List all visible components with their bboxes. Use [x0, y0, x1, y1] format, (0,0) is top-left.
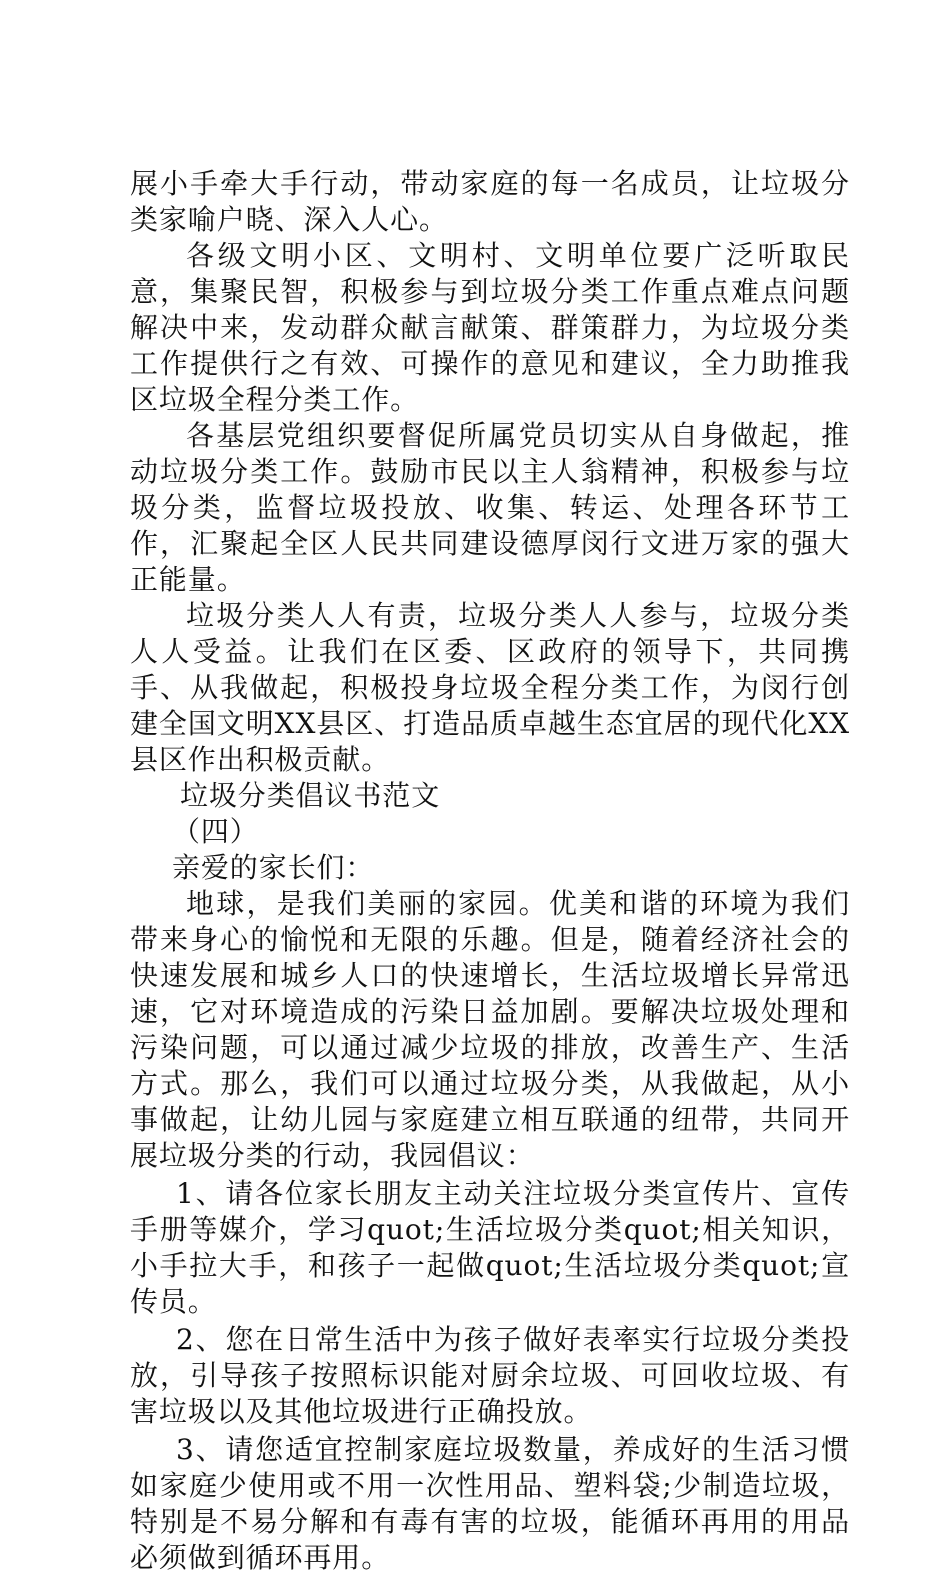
paragraph-everyone-responsible: 垃圾分类人人有责，垃圾分类人人参与，垃圾分类人人受益。让我们在区委、区政府的领导下，共同携手、从我做起，积极投身垃圾全程分类工作，为闵行创建全国文明XX县区、打造品质卓越生态宜居的现代化XX县区作出积极贡献。	[130, 599, 850, 776]
paragraph-earth-home: 地球，是我们美丽的家园。优美和谐的环境为我们带来身心的愉悦和无限的乐趣。但是，随着经济社会的快速发展和城乡人口的快速增长，生活垃圾增长异常迅速，它对环境造成的污染日益加剧。要解决垃圾处理和污染问题，可以通过减少垃圾的排放，改善生产、生活方式。那么，我们可以通过垃圾分类，从我做起，从小事做起，让幼儿园与家庭建立相互联通的纽带，共同开展垃圾分类的行动，我园倡议：	[130, 887, 850, 1172]
section-number: （四）	[172, 815, 259, 848]
paragraph-civilized-units: 各级文明小区、文明村、文明单位要广泛听取民意，集聚民智，积极参与到垃圾分类工作重点难点问题解决中来，发动群众献言献策、群策群力，为垃圾分类工作提供行之有效、可操作的意见和建议，全力助推我区垃圾全程分类工作。	[130, 239, 850, 416]
proposal-item-2: 2、您在日常生活中为孩子做好表率实行垃圾分类投放，引导孩子按照标识能对厨余垃圾、可回收垃圾、有害垃圾以及其他垃圾进行正确投放。	[130, 1323, 850, 1428]
section-title: 垃圾分类倡议书范文	[180, 779, 441, 812]
proposal-item-3: 3、请您适宜控制家庭垃圾数量，养成好的生活习惯如家庭少使用或不用一次性用品、塑料袋;少制造垃圾，特别是不易分解和有毒有害的垃圾，能循环再用的用品必须做到循环再用。	[130, 1433, 850, 1574]
salutation: 亲爱的家长们：	[172, 851, 375, 884]
document-body	[130, 166, 850, 1576]
proposal-item-1: 1、请各位家长朋友主动关注垃圾分类宣传片、宣传手册等媒介，学习quot;生活垃圾分类quot;相关知识，小手拉大手，和孩子一起做quot;生活垃圾分类quot;宣传员。	[130, 1177, 850, 1318]
paragraph-party-organizations: 各基层党组织要督促所属党员切实从自身做起，推动垃圾分类工作。鼓励市民以主人翁精神，积极参与垃圾分类，监督垃圾投放、收集、转运、处理各环节工作，汇聚起全区人民共同建设德厚闵行文进万家的强大正能量。	[130, 419, 850, 596]
paragraph-continuation: 展小手牵大手行动，带动家庭的每一名成员，让垃圾分类家喻户晓、深入人心。	[130, 167, 850, 236]
